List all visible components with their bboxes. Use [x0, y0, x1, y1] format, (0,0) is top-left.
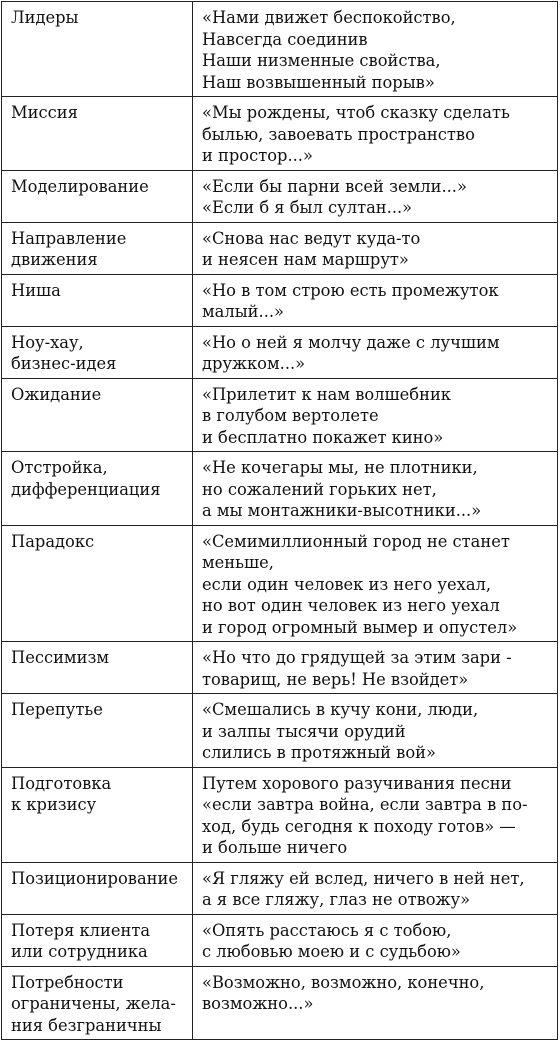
- term-cell: [2, 274, 193, 326]
- term-cell: [2, 914, 193, 966]
- table-row: [2, 170, 558, 222]
- quote-line: былью, завоевать пространство: [202, 124, 475, 144]
- quote-line: «Опять расстаюсь я с тобою,: [202, 920, 452, 940]
- table-body: [2, 2, 558, 1040]
- quote-line: но вот один человек из него уехал: [202, 596, 500, 615]
- term-line: к кризису: [11, 795, 97, 814]
- table-row: [2, 274, 558, 326]
- quote-line: «Возможно, возможно, конечно,: [202, 972, 485, 992]
- term-line: Подготовка: [11, 773, 112, 793]
- quote-line: «Но что до грядущей за этим зари -: [202, 648, 512, 667]
- quote-line: «Смешались в кучу кони, люди,: [202, 700, 479, 719]
- term-line: ограничены, жела-: [11, 994, 176, 1013]
- quote-line: Путем хорового разучивания песни: [202, 773, 512, 793]
- quote-line: ход, будь сегодня к походу готов» —: [202, 816, 516, 836]
- term-line: Ожидание: [11, 384, 102, 404]
- quote-line: «Снова нас ведут куда-то: [202, 228, 421, 248]
- table-row: [2, 326, 558, 378]
- quote-cell: [193, 2, 558, 97]
- quote-line: меньше,: [202, 553, 274, 572]
- term-cell: [2, 525, 193, 642]
- quote-line: «Я гляжу ей вслед, ничего в ней нет,: [202, 868, 525, 888]
- term-line: Ниша: [11, 280, 61, 300]
- quote-line: и неясен нам маршрут»: [202, 250, 409, 269]
- quote-line: и больше ничего: [202, 838, 348, 857]
- quote-line: и город огромный вымер и опустел»: [202, 617, 518, 637]
- term-line: Моделирование: [11, 176, 149, 196]
- term-line: Направление: [11, 228, 127, 248]
- term-cell: [2, 170, 193, 222]
- table-row: [2, 525, 558, 642]
- quote-cell: [193, 694, 558, 768]
- quote-line: возможно...»: [202, 994, 314, 1013]
- term-line: бизнес-идея: [11, 354, 117, 373]
- term-line: дифференциация: [11, 479, 161, 499]
- quote-line: «Нами движет беспокойство,: [202, 8, 456, 27]
- term-line: Миссия: [11, 103, 78, 122]
- term-line: Пессимизм: [11, 648, 109, 667]
- quote-cell: [193, 642, 558, 694]
- table-row: [2, 862, 558, 914]
- quote-cell: [193, 767, 558, 862]
- quote-cell: [193, 966, 558, 1040]
- term-line: Потребности: [11, 972, 124, 992]
- quote-line: и залпы тысячи орудий: [202, 721, 406, 741]
- table-row: [2, 694, 558, 768]
- quote-line: «Мы рождены, чтоб сказку сделать: [202, 103, 510, 122]
- quote-cell: [193, 452, 558, 526]
- term-line: Парадокс: [11, 531, 95, 551]
- quote-line: «Но в том строю есть промежуток: [202, 280, 499, 300]
- quote-line: Навсегда соединив: [202, 29, 368, 49]
- quote-cell: [193, 274, 558, 326]
- term-line: Ноу-хау,: [11, 332, 84, 352]
- quote-cell: [193, 97, 558, 171]
- quote-line: и простор...»: [202, 146, 313, 165]
- table-row: [2, 222, 558, 274]
- quote-line: малый...»: [202, 302, 285, 321]
- quote-line: но сожалений горьких нет,: [202, 479, 437, 499]
- quote-line: «Если бы парни всей земли...»: [202, 176, 467, 196]
- term-cell: [2, 97, 193, 171]
- term-cell: [2, 694, 193, 768]
- quote-line: слились в протяжный вой»: [202, 743, 436, 762]
- table-row: [2, 767, 558, 862]
- quote-cell: [193, 525, 558, 642]
- quote-line: «Если б я был султан...»: [202, 198, 413, 217]
- table-row: [2, 452, 558, 526]
- quote-line: «Не кочегары мы, не плотники,: [202, 458, 478, 477]
- quote-cell: [193, 862, 558, 914]
- term-line: Перепутье: [11, 700, 103, 719]
- table-row: [2, 2, 558, 97]
- table-row: [2, 642, 558, 694]
- table-row: [2, 966, 558, 1040]
- quote-line: и бесплатно покажет кино»: [202, 427, 444, 447]
- quote-cell: [193, 914, 558, 966]
- term-cell: [2, 326, 193, 378]
- quote-line: «Но о ней я молчу даже с лучшим: [202, 332, 500, 352]
- quote-line: Наши низменные свойства,: [202, 51, 441, 70]
- term-line: движения: [11, 250, 98, 269]
- term-line: Потеря клиента: [11, 920, 151, 940]
- quote-cell: [193, 378, 558, 452]
- terms-quotes-table: [1, 1, 558, 1040]
- quote-cell: [193, 326, 558, 378]
- term-cell: [2, 966, 193, 1040]
- quote-cell: [193, 170, 558, 222]
- quote-line: дружком...»: [202, 354, 306, 373]
- term-cell: [2, 767, 193, 862]
- term-line: или сотрудника: [11, 942, 148, 961]
- table-row: [2, 914, 558, 966]
- quote-line: с любовью моею и с судьбою»: [202, 942, 461, 961]
- quote-line: если один человек из него уехал,: [202, 574, 492, 594]
- term-cell: [2, 862, 193, 914]
- quote-line: а я все гляжу, глаз не отвожу»: [202, 890, 471, 909]
- quote-line: «Прилетит к нам волшебник: [202, 384, 451, 404]
- quote-line: товарищ, не верь! Не взойдет»: [202, 669, 469, 689]
- table-row: [2, 97, 558, 171]
- term-cell: [2, 222, 193, 274]
- term-line: Лидеры: [11, 8, 79, 27]
- term-cell: [2, 642, 193, 694]
- term-cell: [2, 378, 193, 452]
- quote-line: Наш возвышенный порыв»: [202, 72, 435, 92]
- table-row: [2, 378, 558, 452]
- quote-cell: [193, 222, 558, 274]
- term-line: Отстройка,: [11, 458, 108, 477]
- term-line: ния безграничны: [11, 1015, 162, 1035]
- quote-line: «если завтра война, если завтра в по-: [202, 795, 528, 814]
- term-line: Позиционирование: [11, 868, 178, 888]
- quote-line: «Семимиллионный город не станет: [202, 531, 510, 551]
- term-cell: [2, 452, 193, 526]
- quote-line: в голубом вертолете: [202, 406, 379, 425]
- quote-line: а мы монтажники-высотники...»: [202, 501, 482, 520]
- term-cell: [2, 2, 193, 97]
